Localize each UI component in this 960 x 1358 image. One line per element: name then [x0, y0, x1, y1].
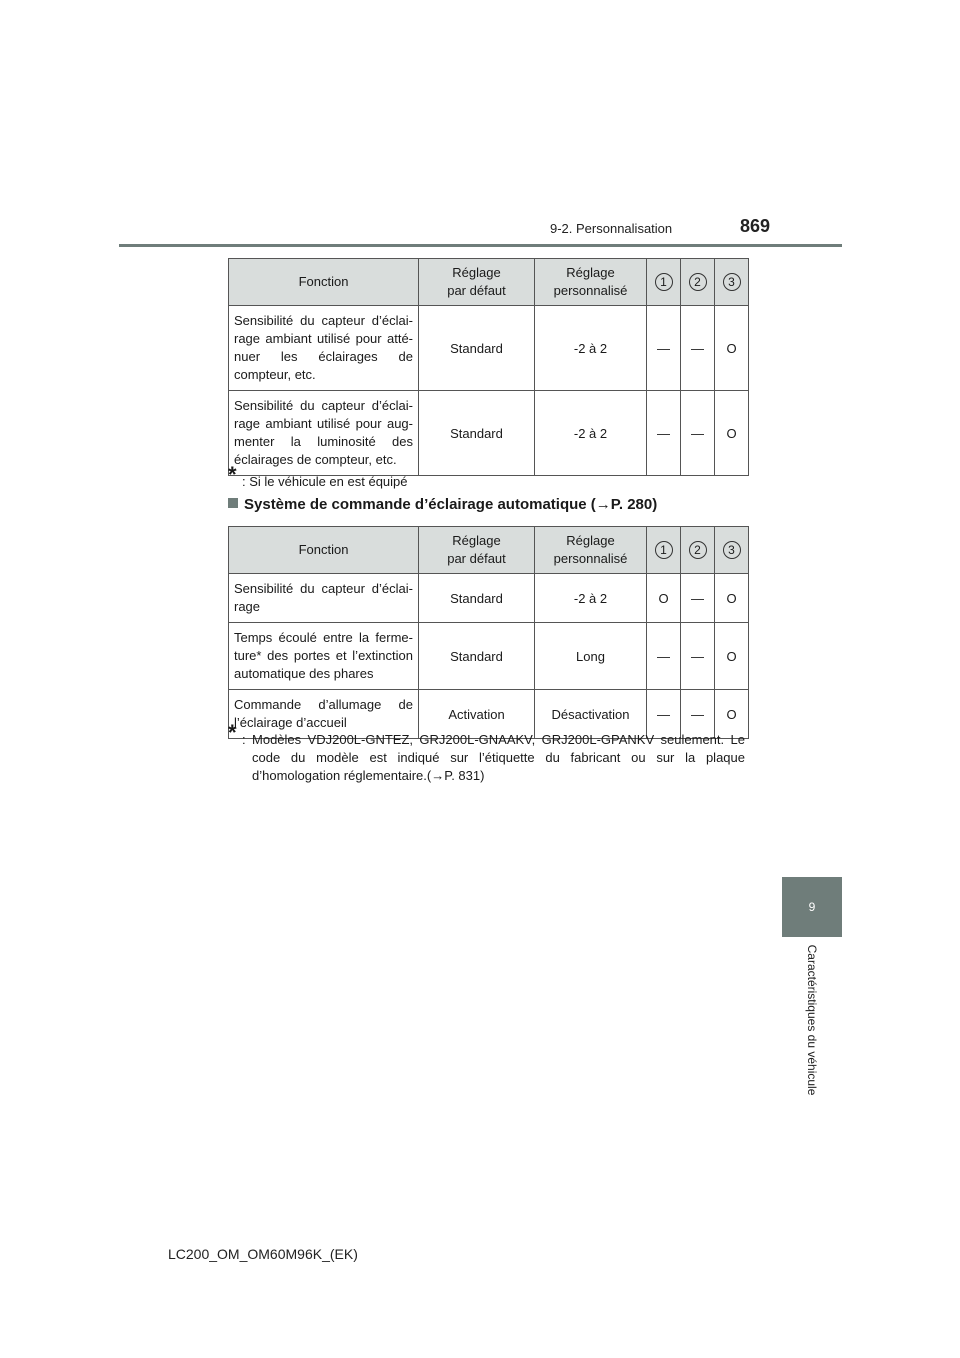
header-rule	[119, 244, 842, 247]
table-row	[229, 623, 749, 690]
header-col-2	[681, 259, 715, 306]
table-row	[229, 306, 749, 391]
row-c2: —	[681, 623, 715, 690]
settings-table-2	[228, 526, 749, 739]
row-default: Standard	[419, 306, 535, 391]
row-c1: —	[647, 306, 681, 391]
circled-1-icon: 1	[655, 273, 673, 291]
row-c3: O	[715, 391, 749, 476]
row-function: Commande d’allumage de l’éclairage d’accueil	[229, 690, 419, 739]
row-c2: —	[681, 574, 715, 623]
row-function: Sensibilité du capteur d’éclai-rage	[229, 574, 419, 623]
footnote-text: : Modèles VDJ200L-GNTEZ, GRJ200L-GNAAKV, GRJ200L-GPANKV seulement. Le code du modèle est indiqué sur l’étiquette du fabricant ou sur la plaque d’homologation réglementaire.(→P. 831)	[242, 732, 745, 783]
header-personnalise: Réglage personnalisé	[535, 527, 647, 574]
row-c2: —	[681, 690, 715, 739]
header-defaut: Réglage par défaut	[419, 259, 535, 306]
row-c3: O	[715, 623, 749, 690]
row-default: Activation	[419, 690, 535, 739]
circled-1-icon: 1	[655, 541, 673, 559]
row-c3: O	[715, 306, 749, 391]
row-c1: —	[647, 391, 681, 476]
asterisk: *	[228, 462, 237, 487]
header-col-3	[715, 527, 749, 574]
square-bullet-icon	[228, 498, 238, 508]
header-fonction: Fonction	[229, 259, 419, 306]
row-custom: -2 à 2	[535, 306, 647, 391]
row-c1: O	[647, 574, 681, 623]
row-custom: -2 à 2	[535, 391, 647, 476]
chapter-label: Caractéristiques du véhicule	[805, 944, 819, 1096]
header-defaut: Réglage par défaut	[419, 527, 535, 574]
circled-2-icon: 2	[689, 541, 707, 559]
footnote-1	[228, 462, 748, 491]
header-col-1	[647, 527, 681, 574]
chapter-tab: 9	[782, 877, 842, 937]
asterisk: *	[228, 720, 237, 745]
table-row	[229, 574, 749, 623]
settings-table-1	[228, 258, 749, 476]
header-fonction: Fonction	[229, 527, 419, 574]
header-col-1	[647, 259, 681, 306]
row-function: Temps écoulé entre la ferme-ture* des portes et l’extinction automatique des phares	[229, 623, 419, 690]
row-default: Standard	[419, 391, 535, 476]
circled-3-icon: 3	[723, 541, 741, 559]
row-c3: O	[715, 574, 749, 623]
row-default: Standard	[419, 623, 535, 690]
header-personnalise: Réglage personnalisé	[535, 259, 647, 306]
table-row	[229, 391, 749, 476]
row-function: Sensibilité du capteur d’éclai-rage ambiant utilisé pour aug-menter la luminosité des éclairages de compteur, etc.	[229, 391, 419, 476]
row-custom: Long	[535, 623, 647, 690]
footnote-text: : Si le véhicule en est équipé	[242, 474, 408, 489]
table-header-row	[229, 527, 749, 574]
circled-2-icon: 2	[689, 273, 707, 291]
section-title: 9-2. Personnalisation	[550, 221, 673, 236]
row-custom: Désactivation	[535, 690, 647, 739]
row-function: Sensibilité du capteur d’éclai-rage ambiant utilisé pour atté-nuer les éclairages de compteur, etc.	[229, 306, 419, 391]
row-default: Standard	[419, 574, 535, 623]
header-col-2	[681, 527, 715, 574]
section-heading-text: Système de commande d’éclairage automatique (→P. 280)	[244, 496, 658, 513]
row-c1: —	[647, 623, 681, 690]
table-header-row	[229, 259, 749, 306]
row-custom: -2 à 2	[535, 574, 647, 623]
document-code: LC200_OM_OM60M96K_(EK)	[168, 1246, 358, 1262]
page-number: 869	[740, 216, 771, 236]
section-heading	[228, 496, 657, 513]
footnote-2	[228, 720, 745, 785]
row-c1: —	[647, 690, 681, 739]
circled-3-icon: 3	[723, 273, 741, 291]
row-c2: —	[681, 306, 715, 391]
header-col-3	[715, 259, 749, 306]
row-c3: O	[715, 690, 749, 739]
row-c2: —	[681, 391, 715, 476]
